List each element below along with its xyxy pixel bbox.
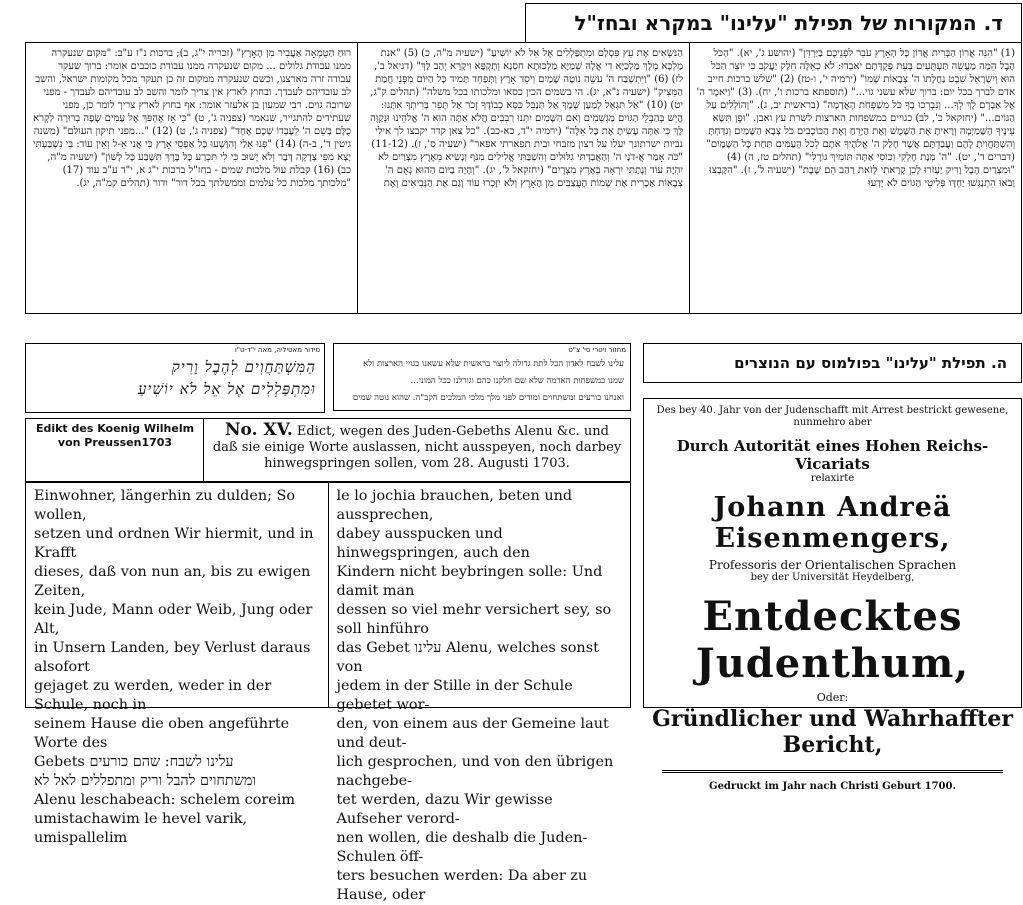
sources-column-1: (1) "הִנֵּה אֲרוֹן הַבְּרִית אֲדוֹן כָּל הָאָרֶץ עֹבֵר לִפְנֵיכֶם בַּיַּרְדֵּן" (יהושע ג', יא). "הַכֹּל הֶבֶל הֵמָּה מַעֲשֵׂה תַּעְתֻּעִים בְּעֵת פְּקֻדָּתָם יֹאבֵדוּ: לֹא כְאֵלֶּה חֵלֶק יַעֲקֹב כִּי יוֹצֵר הַכֹּל הוּא וְיִשְׂרָאֵל שֵׁבֶט נַחֲלָתוֹ ה' צְבָאוֹת שְׁמוֹ" (ירמיה י', ו-טז) (2) "שלש ברכות חייב אדם לברך בכל יום: ברוך שלא עשני גוי..." (תוספתא ברכות ו', יח). (3) "וַיֹּאמֶר ה' אֶל אַבְרָם לֶךְ לְךָ... וְנִבְרְכוּ בְךָ כֹּל מִשְׁפְּחֹת הָאֲדָמָה" (בראשית יב, ג). "וְהוֹלְלִים עַל הַגּוֹיִם..." (יחזקאל כ', לב) כגויים כמשפחות הארצות לשרת עץ ואבן. "וּפֶן תִּשָּׂא עֵינֶיךָ הַשָּׁמַיְמָה וְרָאִיתָ אֶת הַשֶּׁמֶשׁ וְאֶת הַיָּרֵחַ וְאֶת הַכּוֹכָבִים כֹּל צְבָא הַשָּׁמַיִם וְנִדַּחְתָּ וְהִשְׁתַּחֲוִיתָ לָהֶם וַעֲבַדְתָּם אֲשֶׁר חָלַק ה' אֱלֹהֶיךָ אֹתָם לְכֹל הָעַמִּים תַּחַת כָּל הַשָּׁמָיִם" (דברים ד', יט). "ה' מְנָת חֶלְקִי וְכוֹסִי אַתָּה תּוֹמִיךְ גּוֹרָלִי" (תהלים טז, ה) (4) "וּמִצְרַיִם הֶבֶל וָרִיק יַעְזֹרוּ לָכֵן קָרָאתִי לָזֹאת רַהַב הֵם שָׁבֶת" (ישעיה ל', ז). "הִקָּבְצוּ וָבֹאוּ הִתְנַגְּשׁוּ יַחְדָּו פְּלִיטֵי הַגּוֹיִם לֹא יָדְעוּ: [689, 43, 1021, 313]
edikt-left-line: umistachawim le hevel varik, umispallelim: [34, 811, 248, 846]
edikt-right-line: das Gebet עלינו Alenu, welches sonst von: [336, 640, 599, 675]
edikt-right-column: [328, 483, 631, 903]
manuscript-mattilia: [25, 343, 325, 413]
manuscript-vitry-line-3: ואנחנו כורעים ומשתחוים ומודים לפני מלך מלכי המלכים הקב"ה. שהוא נוטה שמים: [352, 393, 624, 403]
eisenmenger-line-2: Durch Autorität eines Hohen Reichs-Vicariats: [676, 437, 989, 473]
edikt-left-line: Gebets עלינו לשבח: שהם כורעים: [34, 754, 234, 770]
edikt-left-line: Einwohner, längerhin zu dulden; So wollen,: [34, 488, 296, 523]
edikt-right-line: jedem in der Stille in der Schule gebetet wor-: [336, 678, 573, 713]
edikt-left-line: seinem Hause die oben angeführte Worte des: [34, 716, 290, 751]
edikt-right-line: tet werden, dazu Wir gewisse Aufseher verord-: [336, 792, 553, 827]
eisenmenger-line-6: bey der Universität Heydelberg,: [750, 572, 915, 583]
sources-columns: [25, 42, 1022, 314]
edikt-right-line: le lo jochia brauchen, beten und aussprechen,: [336, 488, 573, 523]
manuscript-vitry: [333, 343, 631, 411]
manuscript-vitry-line-1: עלינו לשבח לאדון הכל לתת גדולה ליוצר בראשית שלא עשאנו כגויי הארצות ולא: [363, 359, 624, 369]
edikt-right-line: nen wollen, die deshalb die Juden-Schulen öff-: [336, 830, 588, 865]
edikt-left-line: Alenu leschabeach: schelem coreim: [34, 792, 296, 808]
edikt-right-line: den, von einem aus der Gemeine laut und deut-: [336, 716, 609, 751]
manuscript-mattilia-line-1: הַמִּשְׁתַּחֲוִים לְהֶבֶל וָרִיק: [171, 358, 316, 376]
edikt-right-line: dabey ausspucken und hinwegspringen, auch den: [336, 526, 530, 561]
eisenmenger-divider: [662, 770, 1003, 773]
edikt-left-line: in Unsern Landen, bey Verlust daraus alsofort: [34, 640, 311, 675]
edikt-left-line: gejaget zu werden, weder in der Schule, noch in: [34, 678, 272, 713]
section-d-title: ד. המקורות של תפילת "עלינו" במקרא ובחז"ל: [525, 3, 1022, 43]
section-e-title: ה. תפילת "עלינו" בפולמוס עם הנוצרים: [643, 343, 1022, 383]
edikt-heading: [203, 418, 631, 482]
eisenmenger-subtitle: Gründlicher und Wahrhaffter Bericht,: [652, 706, 1013, 758]
manuscript-mattilia-caption: סידור מאטיליה, מאה י"ד-ט"ו: [234, 346, 320, 354]
sources-column-2: הַנֹּשְׂאִים אֶת עֵץ פִּסְלָם וּמִתְפַּלְלִים אֶל אֵל לֹא יוֹשִׁיעַ" (ישעיה מ"ה, כ) (5) "אנת מַלְכָּא מֶלֶךְ מַלְכַיָּא דִי אֱלָהּ שְׁמַיָּא מַלְכוּתָא חִסְנָא וְתָקְפָּא וִיקָרָא יְהַב לָךְ" (דניאל ב', לז) (6) "וַיִּתְשְׁבַּח ה' עֹשֵׂה נוֹטֶה שָׁמַיִם וְיֹסֵד אָרֶץ וַתְּפַחֵד תָּמִיד כָּל הַיּוֹם מִפְּנֵי חֲמַת הַמֵּצִיק" (ישעיה נ"א, יג). הי בשמים הכין כסאו ומלכותו בכל משלה" (תהלים ק"ג, יט) (10) "אַל תִּגְאַל לְמַעַן שְׁמֶךָ אַל תְּנַבֵּל כִּסֵּא כְבוֹדֶךָ זְכֹר אַל תָּפֵר בְּרִיתְךָ אִתָּנוּ: הֲיֵשׁ בְּהַבְלֵי הַגּוֹיִם מַגְשִׁמִים וְאִם הַשָּׁמַיִם יִתְּנוּ רְבִבִים הֲלֹא אַתָּה הוּא ה' אֱלֹהֵינוּ וּנְקַוֶּה לָּךְ כִּי אַתָּה עָשִׂיתָ אֶת כָּל אֵלֶּה" (ירמיה י"ד, כא-כב). "כל צאן קדר יקבצו לך אילי נביות ישרתונך יעלו על רצון מזבחי ובית תפארתי אפאר" (ישעיה ס', ז). (11-12) "כֹּה אָמַר אֲ-דֹנָי ה' וְהַאֲבַדְתִּי גִלּוּלִים וְהִשְׁבַּתִּי אֱלִילִים מִנֹּף וְנָשִׂיא מֵאֶרֶץ מִצְרַיִם לֹא יִהְיֶה עוֹד וְנָתַתִּי יִרְאָה בְּאֶרֶץ מִצְרָיִם" (יחזקאל ל', יג). "וְהָיָה בַיּוֹם הַהוּא נְאֻם ה' צְבָאוֹת אַכְרִית אֶת שְׁמוֹת הָעֲצַבִּים מִן הָאָרֶץ וְלֹא יִזָּכְרוּ עוֹד וְגַם אֶת הַנְּבִיאִים וְאֶת: [357, 43, 689, 313]
edikt-right-line: ters besuchen werden: Da aber zu Hause, oder: [336, 868, 588, 903]
edikt-left-line: ומשתחוים להבל וריק ומתפללים לאל לא: [34, 773, 257, 789]
eisenmenger-imprint: Gedruckt im Jahr nach Christi Geburt 1700.: [709, 781, 956, 792]
edikt-right-line: lich gesprochen, und von den übrigen nachgebe-: [336, 754, 614, 789]
manuscript-vitry-caption: מחזור ויטרי סי' צ"ט: [568, 346, 626, 354]
edikt-body: [25, 482, 631, 903]
eisenmenger-line-3: relaxirte: [810, 473, 855, 484]
eisenmenger-title-page: [643, 398, 1022, 792]
edikt-left-line: dieses, daß von nun an, bis zu ewigen Zeiten,: [34, 564, 311, 599]
eisenmenger-author: Johann Andreä Eisenmengers,: [713, 492, 952, 554]
edikt-left-line: kein Jude, Mann oder Weib, Jung oder Alt,: [34, 602, 313, 637]
edikt-right-line: dessen so viel mehr versichert sey, so soll hinführo: [336, 602, 612, 637]
edikt-caption: Edikt des Koenig Wilhelm von Preussen1703: [25, 418, 205, 482]
sources-column-3: רוּחַ הַטֻּמְאָה אַעֲבִיר מִן הָאָרֶץ" (זכריה י"ג, ב); ברכות נ"ז ע"ב: "מקום שנעקרה ממנו עבודת גלולים ... מקום שנעקרה ממנו עבודת כוכבים אומר: ברוך שעקר עבודה זרה מארצנו, וכשם שנעקרה ממקום זה כן תעקר מכל מקומות ישראל, והשב לב עובדיהם לעבדך. ובחוץ לארץ אין צריך לומר והשב לב עובדיהם לעבדך - מפני שרובה גוים. רבי שמעון בן אלעזר אומר: אף בחוץ לארץ צריך לומר כן, מפני שעתידים להתגייר, שנאמר (צפניה ג', ט) "כִּי אָז אֶהְפֹּךְ אֶל עַמִּים שָׂפָה בְרוּרָה לִקְרֹא כֻלָּם בְּשֵׁם ה' לְעָבְדוֹ שְׁכֶם אֶחָד" (צפניה ג', ט) (12) "...מפני תיקון העולם" (משנה גיטין ד', ב-ה) (14) "פְּנוּ אֵלַי וְהִוָּשְׁעוּ כָּל אַפְסֵי אָרֶץ כִּי אֲנִי אֵ-ל וְאֵין עוֹד: בִּי נִשְׁבַּעְתִּי יָצָא מִפִּי צְדָקָה דָּבָר וְלֹא יָשׁוּב כִּי לִי תִּכְרַע כָּל בֶּרֶךְ תִּשָּׁבַע כָּל לָשׁוֹן" (ישעיה מ"ה, כב) (16) קבלת עול מלכות שמים - בחז"ל ברכות י"ג א, י"ד ע"ב עוד (17) "מלכותך מלכות כל עלמים וממשלתך בכל דור" ודור (תהלים קמ"ה, יג).: [32, 48, 351, 189]
edikt-left-line: setzen und ordnen Wir hiermit, und in Krafft: [34, 526, 314, 561]
edikt-right-line: Kindern nicht beybringen solle: Und damit man: [336, 564, 603, 599]
edikt-number: No. XV.: [225, 420, 293, 440]
eisenmenger-book-title: Entdecktes Judenthum,: [695, 593, 970, 687]
eisenmenger-line-5: Professoris der Orientalischen Sprachen: [708, 558, 957, 572]
edikt-left-column: [26, 483, 328, 846]
eisenmenger-line-8: Oder:: [816, 691, 849, 704]
eisenmenger-line-1: Des bey 40. Jahr von der Judenschafft mit Arrest bestrickt gewesene, nunmehro aber: [656, 405, 1009, 428]
manuscript-mattilia-line-2: וּמִתְפַּלְלִים אֶל אֵל לֹא יוֹשִׁיעַ: [137, 380, 316, 398]
manuscript-vitry-line-2: שמנו כמשפחות האדמה שלא שם חלקנו כהם וגורלנו ככל המוני...: [410, 376, 624, 386]
edikt-heading-text: Edict, wegen des Juden-Gebeths Alenu &c. und daß sie einige Worte auslassen, nicht ausspeyen, noch darbey hinwegspringen sollen, vom 28. Augusti 1703.: [212, 424, 622, 471]
